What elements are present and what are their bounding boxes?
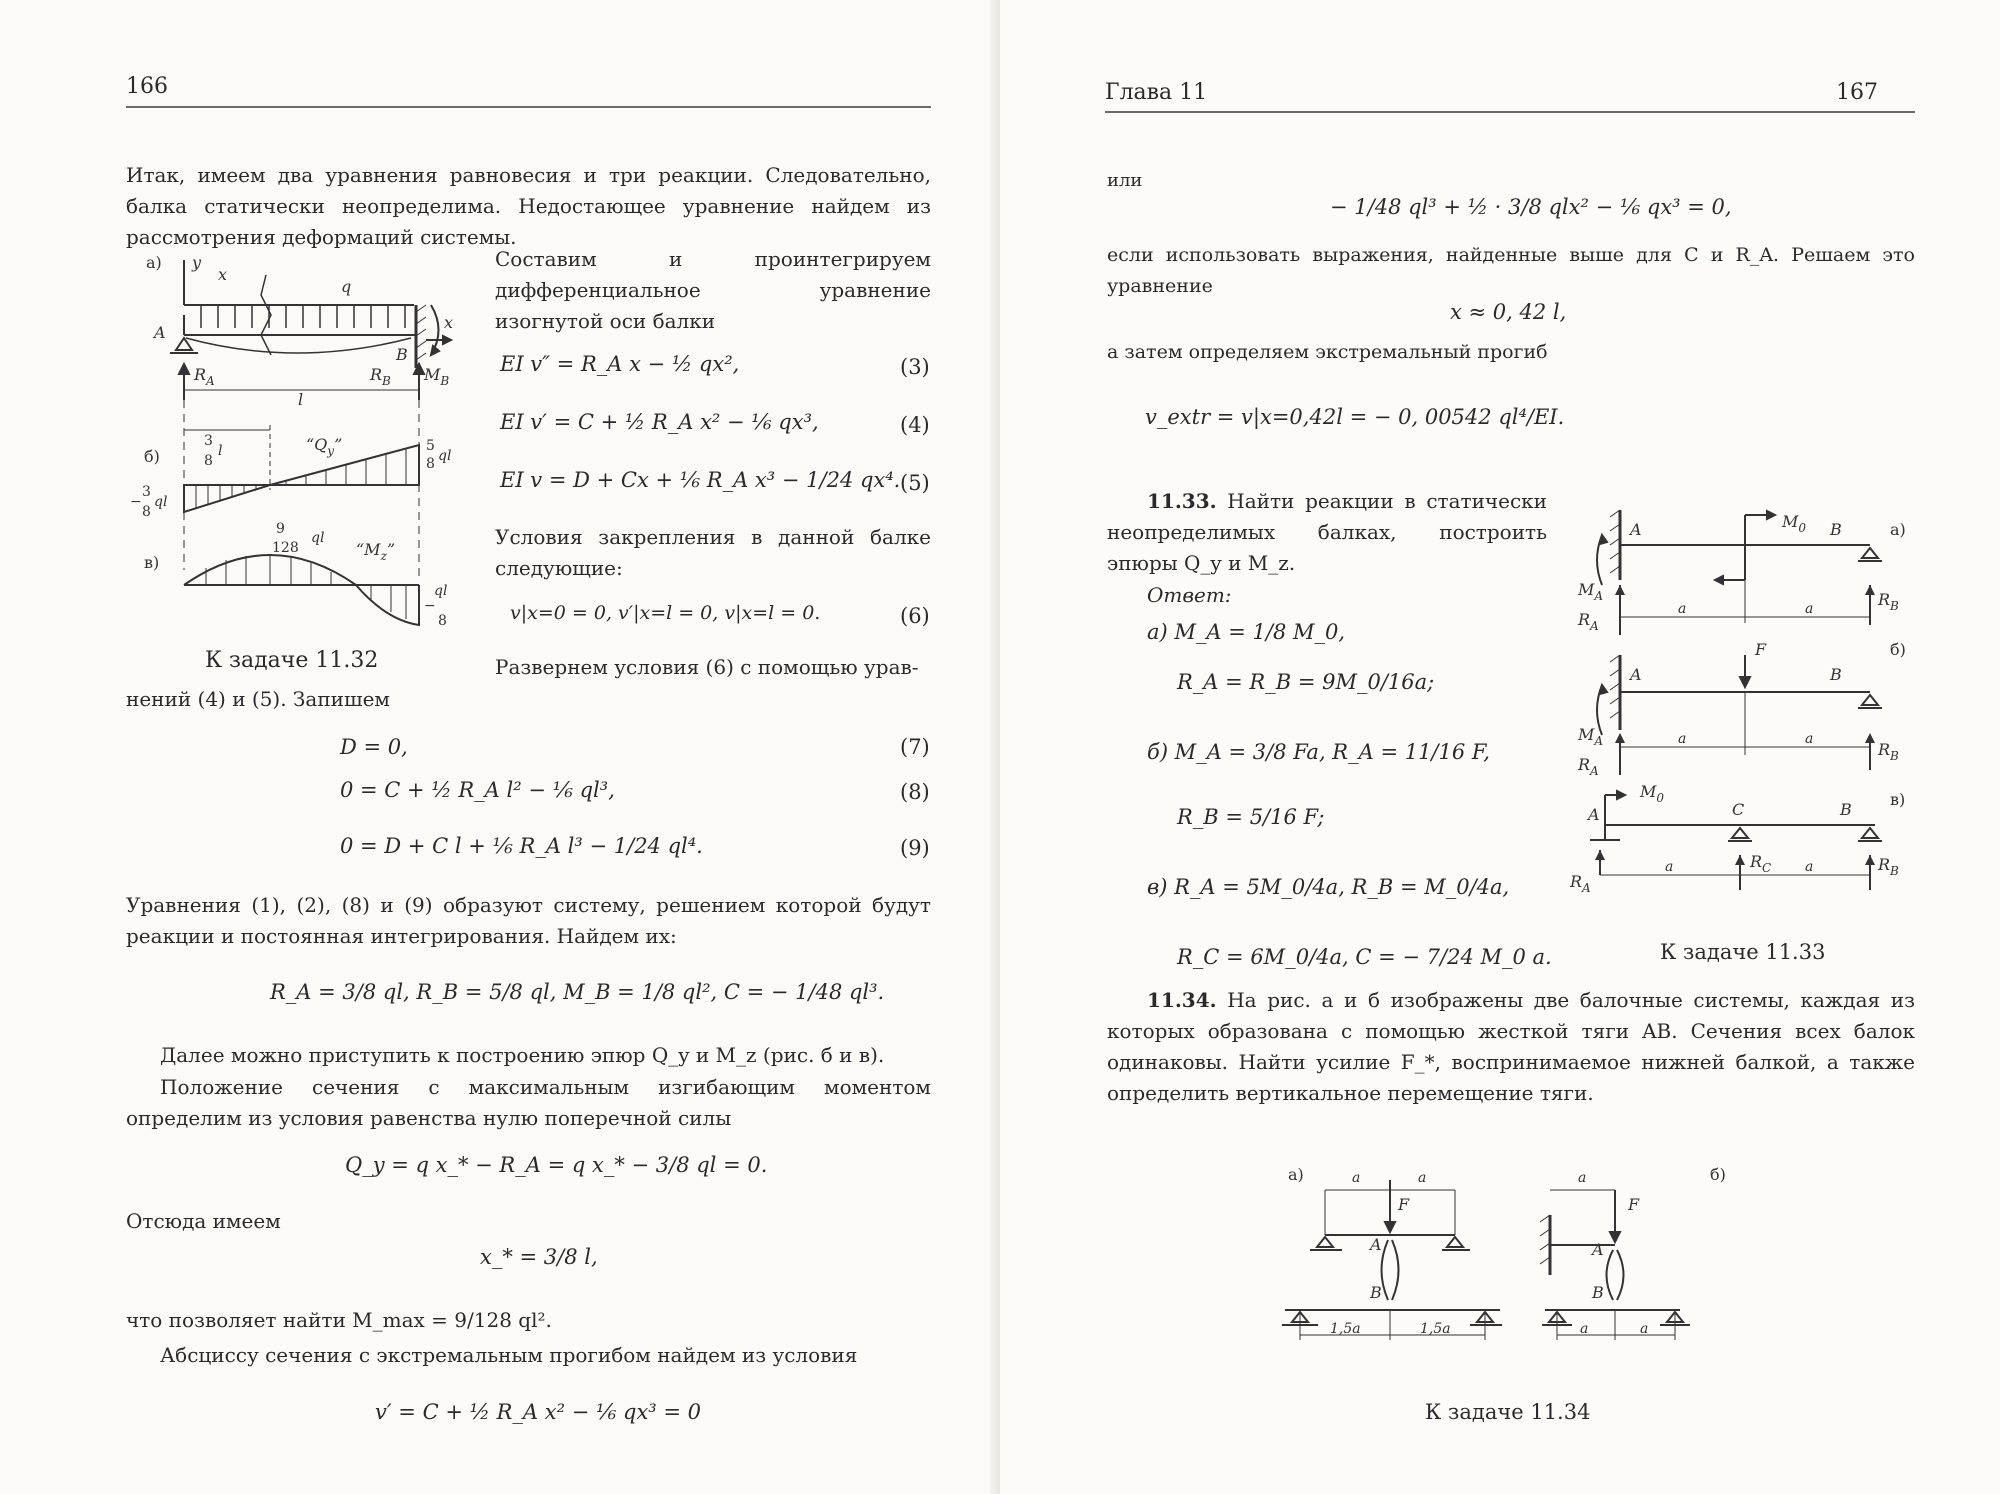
fig33-b-A: A [1630, 665, 1642, 684]
caption-11-34: К задаче 11.34 [1425, 1400, 1591, 1424]
fig34-b-F: F [1628, 1195, 1640, 1214]
fig33-b-RA: $R_A$ [1578, 755, 1599, 778]
fig33-b-a1: a [1678, 731, 1687, 747]
equation-or: − 1/48 ql³ + ½ · 3/8 qlx² − ⅙ qx³ = 0, [1330, 195, 1732, 219]
next-paragraph: Далее можно приступить к построению эпюр Q_y и M_z (рис. б и в). [160, 1043, 885, 1067]
fig33-label-v: в) [1890, 790, 1906, 809]
equation-4: EI v′ = C + ½ R_A x² − ⅙ qx³, [500, 410, 819, 434]
using-paragraph: если использовать выражения, найденные выше для C и R_A. Решаем это уравнение [1107, 244, 1915, 297]
fig-label-v: в) [144, 553, 160, 572]
fig33-label-a: а) [1890, 520, 1906, 539]
fig33-b-MA: $M_A$ [1578, 725, 1604, 748]
fig34-label-a: а) [1288, 1165, 1304, 1184]
allows-text: что позволяет найти M_max = 9/128 ql². [126, 1308, 552, 1332]
fig-58-num: 5 [426, 438, 435, 454]
fig-x-axis-label: x [444, 313, 454, 332]
problem-11-33-number: 11.33. [1147, 489, 1217, 513]
fig-RB-label: $R_B$ [370, 365, 391, 388]
answer-b1: б) M_A = 3/8 Fa, R_A = 11/16 F, [1147, 740, 1490, 764]
figure-11-32 [126, 250, 476, 640]
header-rule-right [1105, 111, 1915, 113]
equation-q: Q_y = q x_* − R_A = q x_* − 3/8 ql = 0. [345, 1153, 768, 1177]
equation-8-number: (8) [900, 780, 930, 804]
equation-3-number: (3) [900, 355, 930, 379]
fig-38l-num: 3 [204, 433, 213, 449]
fig33-a-B: B [1830, 520, 1842, 539]
figure-11-33 [1560, 505, 1910, 925]
fig33-v-A: A [1588, 805, 1600, 824]
fig-B-label: B [396, 345, 408, 364]
right-page [1000, 0, 2000, 1494]
fig-38l-den: 8 [204, 453, 213, 469]
equation-last: v′ = C + ½ R_A x² − ⅙ qx³ = 0 [375, 1400, 702, 1424]
fig-9128-den: 128 [272, 540, 299, 556]
fig34-a-a2: a [1418, 1170, 1427, 1186]
caption-11-32: К задаче 11.32 [205, 648, 379, 673]
fig33-a-RB: $R_B$ [1878, 590, 1899, 613]
equation-x: x_* = 3/8 l, [480, 1245, 598, 1269]
answer-v2: R_C = 6M_0/4a, C = − 7/24 M_0 a. [1177, 945, 1552, 969]
fig-ql28-minus: − [424, 598, 436, 614]
fig33-v-C: C [1732, 800, 1745, 819]
fig33-a-MA: $M_A$ [1578, 580, 1604, 603]
system-paragraph: Уравнения (1), (2), (8) и (9) образуют систему, решением которой будут реакции и постоянная интегрирования. Найдем их: [126, 893, 931, 948]
fig33-v-a1: a [1665, 859, 1674, 875]
fig33-v-RA: $R_A$ [1570, 872, 1591, 895]
problem-11-33-text: Найти реакции в статически неопределимых балках, построить эпюры Q_y и M_z. [1107, 489, 1547, 575]
results-equation: R_A = 3/8 ql, R_B = 5/8 ql, M_B = 1/8 ql², C = − 1/48 ql³. [270, 980, 885, 1004]
then-text: а затем определяем экстремальный прогиб [1107, 341, 1548, 363]
fig-q-label: q [341, 277, 352, 296]
fig34-a-F: F [1398, 1195, 1410, 1214]
fig-l-label: l [298, 390, 304, 409]
fig33-label-b: б) [1890, 640, 1906, 659]
fig-y-label: y [192, 253, 202, 272]
equation-9: 0 = D + C l + ⅙ R_A l³ − 1/24 ql⁴. [340, 834, 703, 858]
fig33-v-RC: $R_C$ [1750, 852, 1772, 875]
fig33-b-a2: a [1805, 731, 1814, 747]
fig-m38-ql: ql [154, 494, 168, 510]
fig33-a-A: A [1630, 520, 1642, 539]
compose-paragraph: Составим и проинтегрируем дифференциальное уравнение изогнутой оси балки [495, 247, 931, 333]
fig-ql28-num: ql [434, 583, 448, 599]
fig34-b-a: a [1578, 1170, 1587, 1186]
page-number-left: 166 [126, 74, 168, 99]
or-text: или [1107, 170, 1143, 191]
fig-ql28-den: 8 [438, 613, 447, 629]
fig-MB-label: $M_B$ [424, 365, 450, 388]
answer-v1: в) R_A = 5M_0/4a, R_B = M_0/4a, [1147, 875, 1510, 899]
caption-11-33: К задаче 11.33 [1660, 940, 1826, 964]
position-paragraph: Положение сечения с максимальным изгибающим моментом определим из условия равенства нулю поперечной силы [126, 1075, 931, 1130]
fig33-b-F: F [1755, 640, 1767, 659]
fig-m38-den: 8 [142, 504, 151, 520]
fig-58-den: 8 [426, 456, 435, 472]
problem-11-34 [1107, 985, 1915, 1109]
fig33-b-B: B [1830, 665, 1842, 684]
equation-6-number: (6) [900, 604, 930, 628]
expand-continued: нений (4) и (5). Запишем [126, 687, 390, 711]
fig34-a-15a-1: 1,5a [1330, 1321, 1361, 1337]
conditions-paragraph: Условия закрепления в данной балке следующие: [495, 525, 931, 580]
chapter-header: Глава 11 [1105, 80, 1208, 105]
problem-11-34-text: На рис. а и б изображены две балочные системы, каждая из которых образована с помощью жесткой тяги AB. Сечения всех балок одинаковы. Найти усилие F_*, воспринимаемое нижней балкой, а также определить вертикальное перемещение тяги. [1107, 988, 1916, 1105]
fig33-v-B: B [1840, 800, 1852, 819]
fig33-v-a2: a [1805, 859, 1814, 875]
fig34-a-a1: a [1352, 1170, 1361, 1186]
equation-7-number: (7) [900, 735, 930, 759]
answer-label: Ответ: [1147, 583, 1232, 607]
fig34-b-B: B [1592, 1283, 1604, 1302]
fig34-a-B: B [1370, 1283, 1382, 1302]
answer-a1: а) M_A = 1/8 M_0, [1147, 620, 1346, 644]
fig33-a-a1: a [1678, 601, 1687, 617]
fig-RA-label: $R_A$ [194, 365, 215, 388]
fig-9128-num: 9 [276, 521, 285, 537]
fig-label-b: б) [144, 447, 160, 466]
fig-x-label: x [218, 265, 228, 284]
fig33-v-RB: $R_B$ [1878, 855, 1899, 878]
fig33-a-a2: a [1805, 601, 1814, 617]
answer-b2: R_B = 5/16 F; [1177, 805, 1325, 829]
fig34-b-a1: a [1580, 1321, 1589, 1337]
answer-a2: R_A = R_B = 9M_0/16a; [1177, 670, 1435, 694]
page-number-right: 167 [1836, 80, 1878, 105]
fig-Mz-label: “$M_z$” [356, 540, 396, 563]
equation-6: v|x=0 = 0, v′|x=l = 0, v|x=l = 0. [510, 602, 821, 624]
abscissa-text: Абсциссу сечения с экстремальным прогибом найдем из условия [160, 1343, 858, 1367]
fig33-a-M0: $M_0$ [1782, 512, 1807, 535]
equation-9-number: (9) [900, 836, 930, 860]
equation-7: D = 0, [340, 735, 408, 759]
fig33-b-RB: $R_B$ [1878, 740, 1899, 763]
fig34-a-15a-2: 1,5a [1420, 1321, 1451, 1337]
fig33-a-RA: $R_A$ [1578, 610, 1599, 633]
fig-38l-l: l [218, 443, 223, 459]
fig34-b-A: A [1592, 1240, 1604, 1259]
equation-5-number: (5) [900, 471, 930, 495]
fig33-v-M0: $M_0$ [1640, 782, 1665, 805]
header-rule-left [126, 106, 931, 108]
intro-paragraph: Итак, имеем два уравнения равновесия и три реакции. Следовательно, балка статически неопределима. Недостающее уравнение найдем из рассмотрения деформаций системы. [126, 163, 931, 249]
fig-m38-minus: − [130, 494, 142, 510]
fig-A-label: A [154, 323, 166, 342]
equation-3: EI v″ = R_A x − ½ qx², [500, 352, 740, 376]
hence-text: Отсюда имеем [126, 1209, 281, 1233]
fig34-label-b: б) [1710, 1165, 1726, 1184]
figure-11-34 [1270, 1160, 1770, 1350]
fig34-a-A: A [1370, 1235, 1382, 1254]
expand-paragraph: Развернем условия (6) с помощью урав- [495, 655, 919, 679]
problem-11-33 [1107, 486, 1547, 579]
equation-8: 0 = C + ½ R_A l² − ⅙ ql³, [340, 778, 615, 802]
fig34-b-a2: a [1640, 1321, 1649, 1337]
fig-9128-ql: ql [311, 530, 325, 546]
equation-5: EI v = D + Cx + ⅙ R_A x³ − 1/24 qx⁴. [500, 468, 901, 492]
problem-11-34-number: 11.34. [1147, 988, 1217, 1012]
equation-4-number: (4) [900, 413, 930, 437]
fig-label-a: а) [146, 253, 162, 272]
fig-Qy-label: “$Q_y$” [306, 435, 343, 458]
fig-58-ql: ql [438, 448, 452, 464]
equation-x042: x ≈ 0, 42 l, [1450, 300, 1567, 324]
equation-extr: v_extr = v|x=0,42l = − 0, 00542 ql⁴/EI. [1145, 405, 1565, 429]
fig-m38-num: 3 [142, 484, 151, 500]
